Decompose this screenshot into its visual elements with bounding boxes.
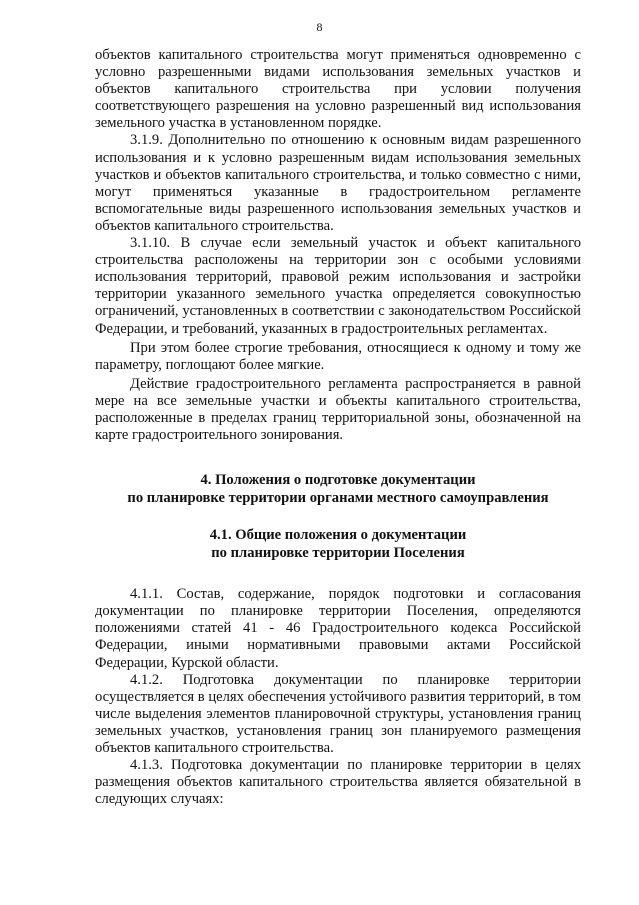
section-4-1-heading-line-1: 4.1. Общие положения о документации — [209, 527, 467, 544]
paragraph-4-1-3: 4.1.3. Подготовка документации по планировке территории в целях размещения объектов капитального строительства является обязательной в следующих случаях: — [95, 757, 581, 808]
paragraph-strict-requirements: При этом более строгие требования, относящиеся к одному и тому же параметру, поглощают более мягкие. — [95, 339, 581, 373]
paragraph-4-1-2: 4.1.2. Подготовка документации по планировке территории осуществляется в целях обеспечения устойчивого развития территорий, в том числе выделения элементов планировочной структуры, установления границ земельных участков, установления границ зон планируемого размещения объектов капитального строительства. — [95, 671, 581, 756]
page-number: 8 — [316, 20, 323, 34]
paragraph-3-1-9: 3.1.9. Дополнительно по отношению к основным видам разрешенного использования и к условно разрешенным видам использования земельных участков и объектов капитального строительства, и только совместно с ними, могут применяться указанные в градостроительном регламенте вспомогательные виды разрешенного использования земельных участков и объектов капитального строительства. — [95, 132, 581, 234]
paragraph-continuation: объектов капитального строительства могут применяться одновременно с условно разрешенными видами использования земельных участков и объектов капитального строительства при условии получения соответствующего разрешения на условно разрешенный вид использования земельного участка в установленном порядке. — [95, 47, 581, 132]
section-4-heading-line-2: по планировке территории органами местного самоуправления — [127, 489, 549, 506]
paragraph-4-1-1: 4.1.1. Состав, содержание, порядок подготовки и согласования документации по планировке территории Поселения, определяются положениями статей 41 - 46 Градостроительного кодекса Российской Федерации, иными нормативными правовыми актами Российской Федерации, Курской области. — [95, 586, 581, 671]
page-body — [95, 47, 581, 808]
section-4-1-heading — [95, 527, 581, 562]
paragraph-3-1-10: 3.1.10. В случае если земельный участок и объект капитального строительства расположены на территории зон с особыми условиями использования территорий, правовой режим использования и застройки территории указанного земельного участка определяется совокупностью ограничений, установленных в соответствии с законодательством Российской Федерации, и требований, указанных в градостроительных регламентах. — [95, 235, 581, 337]
paragraph-regulation-scope: Действие градостроительного регламента распространяется в равной мере на все земельные участки и объекты капитального строительства, расположенные в пределах границ территориальной зоны, обозначенной на карте градостроительного зонирования. — [95, 375, 581, 444]
section-4-heading — [95, 472, 581, 507]
section-4-1-heading-line-2: по планировке территории Поселения — [211, 544, 465, 561]
section-4-heading-line-1: 4. Положения о подготовке документации — [200, 472, 476, 489]
